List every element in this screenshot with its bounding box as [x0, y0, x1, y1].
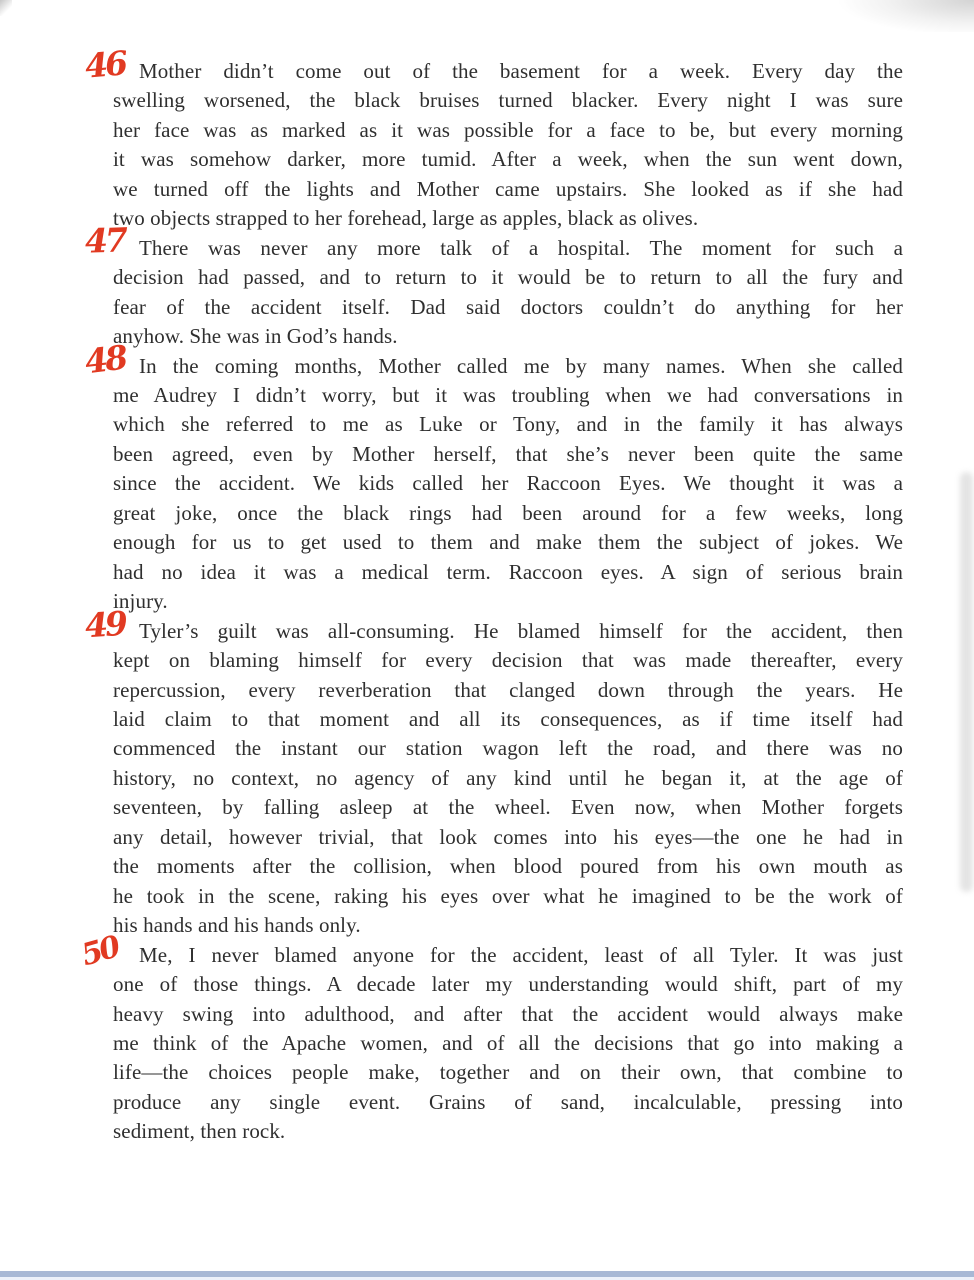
- text-line: produce any single event. Grains of sand, incalculable, pressing into: [113, 1089, 903, 1114]
- handwritten-paragraph-number: 49: [83, 603, 127, 645]
- handwritten-paragraph-number: 47: [84, 220, 126, 261]
- text-line: life—the choices people make, together and on their own, that combine to: [113, 1060, 903, 1085]
- text-line: repercussion, every reverberation that clanged down through the years. He: [113, 677, 903, 702]
- text-line: 50 Me, I never blamed anyone for the accident, least of all Tyler. It was just: [77, 929, 903, 973]
- text-line: had no idea it was a medical term. Raccoon eyes. A sign of serious brain: [113, 559, 903, 584]
- text-line: any detail, however trivial, that look comes into his eyes—the one he had in: [113, 824, 903, 849]
- text-line: kept on blaming himself for every decision that was made thereafter, every: [113, 648, 903, 673]
- paragraph: [82, 337, 903, 617]
- text-line: injury.: [113, 589, 168, 614]
- text-line: heavy swing into adulthood, and after that the accident would always make: [113, 1001, 903, 1026]
- paragraph: [83, 603, 903, 941]
- text-line: seventeen, by falling asleep at the wheel. Even now, when Mother forgets: [113, 795, 903, 820]
- text-line: it was somehow darker, more tumid. After a week, when the sun went down,: [113, 147, 903, 172]
- text-line: since the accident. We kids called her Raccoon Eyes. We thought it was a: [113, 471, 903, 496]
- text-line: the moments after the collision, when blood poured from his own mouth as: [113, 854, 903, 879]
- text-line: 48 In the coming months, Mother called me by many names. When she called: [82, 337, 903, 381]
- text-line: been agreed, even by Mother herself, that she’s never been quite the same: [113, 441, 903, 466]
- text-line: enough for us to get used to them and make them the subject of jokes. We: [113, 530, 903, 555]
- text-line: 46 Mother didn’t come out of the basement for a week. Every day the: [83, 43, 903, 86]
- text-line: we turned off the lights and Mother came upstairs. She looked as if she had: [113, 176, 903, 201]
- text-line: two objects strapped to her forehead, large as apples, black as olives.: [113, 206, 699, 231]
- text-line: fear of the accident itself. Dad said doctors couldn’t do anything for her: [113, 294, 903, 319]
- text-line: me think of the Apache women, and of all the decisions that go into making a: [113, 1030, 903, 1055]
- text-line: he took in the scene, raking his eyes over what he imagined to be the work of: [113, 883, 903, 908]
- paragraph: [77, 929, 903, 1147]
- text-line: sediment, then rock.: [113, 1119, 286, 1144]
- text-line: laid claim to that moment and all its consequences, as if time itself had: [113, 706, 903, 731]
- paragraph: [84, 220, 903, 352]
- text-line: her face was as marked as it was possible for a face to be, but every morning: [113, 117, 903, 142]
- page-text: [77, 43, 903, 1147]
- text-line: history, no context, no agency of any kind until he began it, at the age of: [113, 765, 903, 790]
- text-line: great joke, once the black rings had been around for a few weeks, long: [113, 500, 903, 525]
- text-line: anyhow. She was in God’s hands.: [113, 324, 398, 349]
- page-curl-shadow-top-right: [824, 0, 974, 32]
- text-line: one of those things. A decade later my understanding would shift, part of my: [113, 972, 903, 997]
- text-line: 47 There was never any more talk of a hospital. The moment for such a: [84, 220, 903, 261]
- text-line: me Audrey I didn’t worry, but it was troubling when we had conversations in: [113, 382, 903, 407]
- page-curl-shadow-top-left: [0, 0, 12, 16]
- text-line: swelling worsened, the black bruises turned blacker. Every night I was sure: [113, 88, 903, 113]
- text-line: commenced the instant our station wagon left the road, and there was no: [113, 736, 903, 761]
- handwritten-paragraph-number: 46: [83, 43, 127, 86]
- paragraph: [83, 43, 903, 234]
- text-line: 49 Tyler’s guilt was all-consuming. He blamed himself for the accident, then: [83, 603, 903, 645]
- handwritten-paragraph-number: 48: [82, 337, 128, 381]
- text-line: which she referred to me as Luke or Tony, and in the family it has always: [113, 412, 903, 437]
- handwritten-paragraph-number: 50: [77, 929, 122, 973]
- text-line: his hands and his hands only.: [113, 913, 361, 938]
- scrollbar-thumb[interactable]: [960, 472, 973, 892]
- text-line: decision had passed, and to return to it would be to return to all the fury and: [113, 265, 903, 290]
